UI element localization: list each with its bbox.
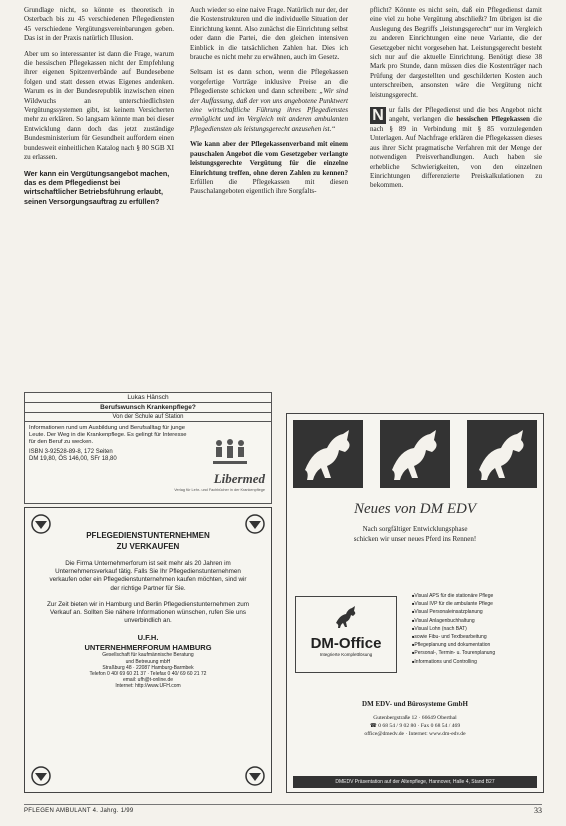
- page-number: 33: [534, 806, 542, 815]
- paragraph: [370, 106, 542, 191]
- quote: „Wir sind der Auffassung, daß der von uns angebotene Punktwert eine wirtschaftliche Führung ihres Pflegedienstes ermöglicht und im Vergleich mit anderen ambulanten Pflegediensten als leistungsgerecht anzusehen ist.“: [190, 87, 349, 133]
- ufh-line: Gesellschaft für kaufmännische Beratung: [102, 652, 194, 659]
- horse-logo-box: [293, 420, 363, 488]
- dm-headline: Neues von DM EDV: [353, 501, 477, 517]
- book-author: Lukas Hänsch: [25, 393, 271, 403]
- dm-subline-1: Nach sorgfältiger Entwicklungsphase: [362, 525, 468, 533]
- list-item: ■ Visual Lohn (nach BAT): [412, 625, 540, 633]
- interview-question: Wer kann ein Vergütungsangebot machen, das es dem Pflegedienst bei wirtschaftlicher Betriebsführung erlaubt, seinen Versorgungsauftrag zu erfüllen?: [24, 168, 170, 206]
- paragraph: Aber um so interessanter ist dann die Frage, warum die hessischen Pflegekassen nicht der Empfehlung ihrer eigenen Spitzenverbände auf Bundesebene folgen und statt dessen etwas Eigenes andenken. Warum es in der Bundesrepublik inzwischen einen Wildwuchs an unterschiedlichsten Vergütungssystemen gibt, ist keinem Versicherten mehr zu erklären. So langsam könnte man bei dieser Entwicklung dann doch das jetzt zuständige Bundesministerium für Gesundheit auffordern einen bundesweit einheitlichen Katalog nach § 80 SGB XI zu erlassen.: [24, 49, 174, 162]
- ufh-title: [25, 530, 271, 552]
- dm-edv-advertisement: [286, 413, 544, 793]
- dm-subline: [287, 524, 543, 544]
- dm-company-name: DM EDV- und Bürosysteme GmbH: [362, 700, 468, 708]
- paragraph-text: Erfüllen die Pflegekassen mit diesen Pauschalangeboten eigentlich ihre Sorgfalts-: [190, 177, 348, 196]
- dm-phone: ☎ 0 68 54 / 9 02 80 · Fax 0 68 54 / 469: [369, 723, 461, 729]
- paragraph: [190, 140, 348, 196]
- paragraph: [190, 68, 348, 134]
- list-item: ■ Personal-, Termin- u. Tourenplanung: [412, 649, 540, 657]
- ufh-address: Straßburg 48 · 22087 Hamburg-Barmbek: [102, 664, 194, 671]
- ufh-paragraph: Die Firma Unternehmerforum ist seit mehr als 20 Jahren im Unternehmensverkauf tätig. Falls Sie Ihr Pflegedienstunternehmen verkaufen oder ein Pflegedienstunternehmen kaufen möchten, sind wir der richtige Partner für Sie.: [49, 560, 247, 592]
- list-item: ■ Visual APS für die stationäre Pflege: [412, 592, 540, 600]
- ufh-emblem-icon: [245, 766, 265, 786]
- ufh-title-line: ZU VERKAUFEN: [116, 542, 180, 551]
- ufh-email: email: ufh@t-online.de: [122, 677, 174, 684]
- paragraph: Auch wieder so eine naive Frage. Natürlich nur der, der die Kostenstrukturen und die individuelle Situation der Einrichtung kennt. Also zunächst die Einrichtung selbst oder dann die Partei, die den gleichen intensiven Einblick in die tatsächlichen Zahlen hat. Dies ich brauche es nicht mehr zu erwähnen, auch im Gesetz.: [190, 6, 348, 62]
- horse-icon: [467, 420, 537, 488]
- book-title: Berufswunsch Krankenpflege?: [25, 403, 271, 413]
- list-item: ■ Visual Anlagenbuchhaltung: [412, 617, 540, 625]
- horse-icon: [293, 420, 363, 488]
- book-description: Informationen rund um Ausbildung und Berufsalltag für junge Leute. Der Weg in die Krankenpflege. Es gelingt für Interesse für den Beruf zu wecken.: [29, 425, 187, 445]
- list-item: ■ sowie Fibu- und Textbearbeitung: [412, 633, 540, 641]
- dm-address: [287, 714, 543, 738]
- dm-logo-tagline: Integrierte Komplettlösung: [319, 652, 373, 657]
- article-column-2: [190, 6, 348, 203]
- ufh-paragraph: Zur Zeit bieten wir in Hamburg und Berlin Pflegedienstunternehmen zum Verkauf an. Sollten Sie nähere Informationen wünschen, rufen Sie uns unverbindlich an.: [47, 600, 249, 625]
- publisher-logo: Libermed: [213, 471, 265, 486]
- ufh-emblem-icon: [31, 766, 51, 786]
- dm-logo-name: DM-Office: [310, 635, 382, 652]
- dm-subline-2: schicken wir unser neues Pferd ins Rennen!: [353, 535, 477, 543]
- dm-product-list: [412, 592, 540, 666]
- paragraph-text: die nach § 89 in Verbindung mit § 85 vorzulegenden Unterlagen. Auf Nachfrage erklären die Pflegekassen dieses aus ihrer Sicht pragmatische Verfahren mit der Menge der notwendigen Preisverhandlungen. Auch haben sie erhebliche Schwierigkeiten, von den einzelnen Einrichtungen differenzierte Preiskalkulationen zu bekommen.: [370, 115, 542, 190]
- ufh-line: und Betreuung mbH: [125, 658, 171, 665]
- ufh-abbreviation: U.F.H.: [137, 633, 159, 643]
- list-item: ■ Informations und Controlling: [412, 658, 540, 666]
- ufh-advertisement: [24, 507, 272, 793]
- ufh-company-name: [25, 633, 271, 652]
- paragraph-text: Seltsam ist es dann schon, wenn die Pflegekassen vorgefertige Vorträge inklusive Preise an die Pflegedienste schicken und dann schreiben:: [190, 68, 348, 96]
- bold-text: hessischen Pflegekassen: [456, 115, 530, 124]
- bold-text: Wie kann aber der Pflegekassenverband mit einem pauschalen Angebot die vom Gesetzgeber verlangte leistungsgerechte Vergütung für die einzelne Einrichtung treffen, ohne deren Zahlen zu kennen?: [190, 140, 348, 177]
- ufh-emblem-icon: [245, 514, 265, 534]
- article-column-1: [24, 6, 174, 212]
- dm-footer-banner: DMEDV Präsentation auf der Altenpflege, Hannover, Halle 4, Stand B27: [293, 776, 537, 788]
- dm-office-logo: [295, 596, 397, 673]
- article-column-3: [370, 6, 542, 197]
- journal-name: PFLEGEN AMBULANT 4. Jahrg. 1/99: [24, 808, 134, 814]
- list-item: ■ Visual Personaleinsatzplanung: [412, 608, 540, 616]
- ufh-title-line: PFLEGEDIENSTUNTERNEHMEN: [86, 531, 210, 540]
- drop-cap: N: [370, 107, 386, 124]
- publisher-tagline: Verlag für Lehr- und Fachbücher in der Krankenpflege: [174, 488, 265, 492]
- book-subtitle: Von der Schule auf Station: [25, 413, 271, 422]
- book-price: DM 19,80, ÖS 146,00, SFr 18,80: [29, 456, 117, 462]
- horse-icon: [332, 603, 360, 631]
- book-isbn: ISBN 3-92528-89-8, 172 Seiten: [29, 449, 113, 455]
- paragraph: pflicht? Könnte es nicht sein, daß ein Pflegedienst damit eine viel zu hohe Vergütung abschließt? Im übrigen ist die Auslegung des Begriffs „leistungsgerecht“ nur im Vergleich zu anderen Einrichtungen eine neue Variante, die der Gesetzgeber nicht vorgesehen hat. Leistungsgerecht besteht sich nur auf die aktuelle Einrichtung. Benötigt diese 38 Mark pro Stunde, dann müssen dies die Kostenträger nach Prüfung der dargestellten und geschilderten Kosten auch unterschreiben, ansonsten wäre die Vergütung nicht leistungsgerecht.: [370, 6, 542, 99]
- page-footer: [0, 806, 566, 820]
- ufh-emblem-icon: [31, 514, 51, 534]
- book-advertisement: [24, 392, 272, 504]
- ufh-website: Internet: http://www.UFH.com: [115, 683, 181, 690]
- book-people-icon: [213, 437, 247, 467]
- dm-address-line: Gutenbergstraße 12 · 66649 Oberthal: [373, 715, 457, 721]
- ufh-full-name: UNTERNEHMERFORUM HAMBURG: [84, 642, 212, 652]
- horse-logo-box: [380, 420, 450, 488]
- horse-logo-box: [467, 420, 537, 488]
- horse-icon: [380, 420, 450, 488]
- ufh-phone: Telefon 0 40/ 69 60 21 37 · Telefax 0 40/ 69 60 21 72: [89, 671, 207, 678]
- dm-email-web: office@dmedv.de · Internet: www.dm-edv.de: [364, 731, 466, 737]
- paragraph-text: ur falls der Pflegedienst und die bes Angebot nicht angeht, verlangen die: [389, 106, 542, 124]
- paragraph: Grundlage nicht, so könnte es theoretisch in Osterbach bis zu 45 verschiedenen Pflegediensten 45 verschiedene Vergütungsvereinbarungen geben. Das ist in der Praxis natürlich Illusion.: [24, 6, 174, 43]
- footer-rule: [24, 804, 542, 805]
- list-item: ■ Visual IVP für die ambulante Pflege: [412, 600, 540, 608]
- list-item: ■ Pflegeplanung und dokumentation: [412, 641, 540, 649]
